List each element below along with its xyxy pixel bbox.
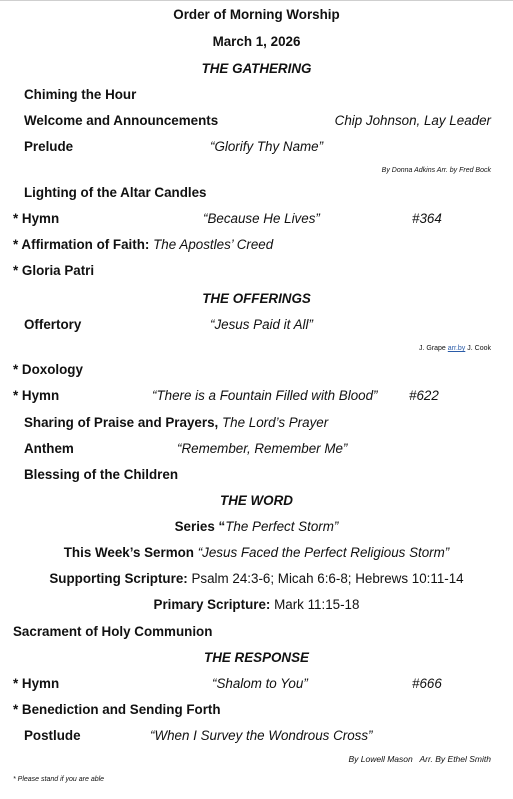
anthem-label: Anthem	[24, 441, 74, 456]
prelude-title: “Glorify Thy Name”	[210, 139, 324, 154]
supporting-scripture-text: Psalm 24:3-6; Micah 6:6-8; Hebrews 10:11-14	[191, 571, 464, 586]
affirmation-line	[13, 237, 273, 253]
series-title: The Perfect Storm”	[225, 519, 339, 534]
sermon-title: “Jesus Faced the Perfect Religious Storm”	[197, 545, 450, 560]
primary-scripture-text: Mark 11:15-18	[274, 597, 360, 612]
postlude-credit: By Lowell Mason Arr. By Ethel Smith	[348, 754, 491, 764]
hymn-3-title: “Shalom to You”	[212, 676, 308, 691]
service-date: March 1, 2026	[212, 34, 301, 49]
sermon-line	[0, 545, 513, 561]
gloria-patri: * Gloria Patri	[13, 263, 95, 278]
praise-label: Sharing of Praise and Prayers,	[24, 415, 219, 430]
offertory-credit	[419, 344, 491, 353]
welcome-label: Welcome and Announcements	[24, 113, 219, 128]
praise-text: The Lord’s Prayer	[221, 415, 329, 430]
series-line	[0, 519, 513, 535]
arr-by-link[interactable]: arr.by	[447, 345, 466, 352]
welcome-person: Chip Johnson, Lay Leader	[334, 113, 491, 128]
stand-footnote: * Please stand if you are able	[13, 776, 105, 783]
holy-communion: Sacrament of Holy Communion	[13, 624, 213, 639]
benediction: * Benediction and Sending Forth	[13, 702, 221, 717]
hymn-3-label: * Hymn	[13, 676, 60, 691]
primary-scripture-label: Primary Scripture:	[153, 597, 271, 612]
section-heading-gathering: THE GATHERING	[201, 61, 312, 76]
hymn-3-number: #666	[412, 676, 442, 691]
primary-scripture-line	[0, 597, 513, 613]
affirmation-text: The Apostles’ Creed	[153, 237, 274, 252]
top-border	[0, 0, 513, 1]
hymn-2-number: #622	[409, 388, 439, 403]
bulletin-title: Order of Morning Worship	[173, 7, 340, 22]
section-heading-response: THE RESPONSE	[204, 650, 309, 665]
chiming-the-hour: Chiming the Hour	[24, 87, 137, 102]
postlude-title: “When I Survey the Wondrous Cross”	[150, 728, 373, 743]
section-heading-word: THE WORD	[220, 493, 293, 508]
hymn-2-title: “There is a Fountain Filled with Blood”	[152, 388, 378, 403]
section-heading-offerings: THE OFFERINGS	[202, 291, 311, 306]
hymn-1-title: “Because He Lives”	[203, 211, 320, 226]
blessing-of-children: Blessing of the Children	[24, 467, 179, 482]
offertory-credit-arranger: J. Cook	[467, 345, 491, 352]
sermon-label: This Week’s Sermon	[63, 545, 194, 560]
affirmation-label: * Affirmation of Faith:	[13, 237, 150, 252]
hymn-2-label: * Hymn	[13, 388, 60, 403]
hymn-1-number: #364	[412, 211, 442, 226]
offertory-credit-composer: J. Grape	[418, 345, 446, 352]
praise-and-prayers-line	[24, 415, 328, 431]
supporting-scripture-label: Supporting Scripture:	[49, 571, 188, 586]
postlude-label: Postlude	[24, 728, 81, 743]
anthem-title: “Remember, Remember Me”	[177, 441, 348, 456]
supporting-scripture-line	[0, 571, 513, 587]
series-label: Series “	[174, 519, 226, 534]
hymn-1-label: * Hymn	[13, 211, 60, 226]
offertory-label: Offertory	[24, 317, 82, 332]
prelude-label: Prelude	[24, 139, 74, 154]
altar-candles: Lighting of the Altar Candles	[24, 185, 207, 200]
offertory-title: “Jesus Paid it All”	[210, 317, 313, 332]
prelude-credit: By Donna Adkins Arr. by Fred Bock	[381, 167, 491, 174]
doxology: * Doxology	[13, 362, 83, 377]
